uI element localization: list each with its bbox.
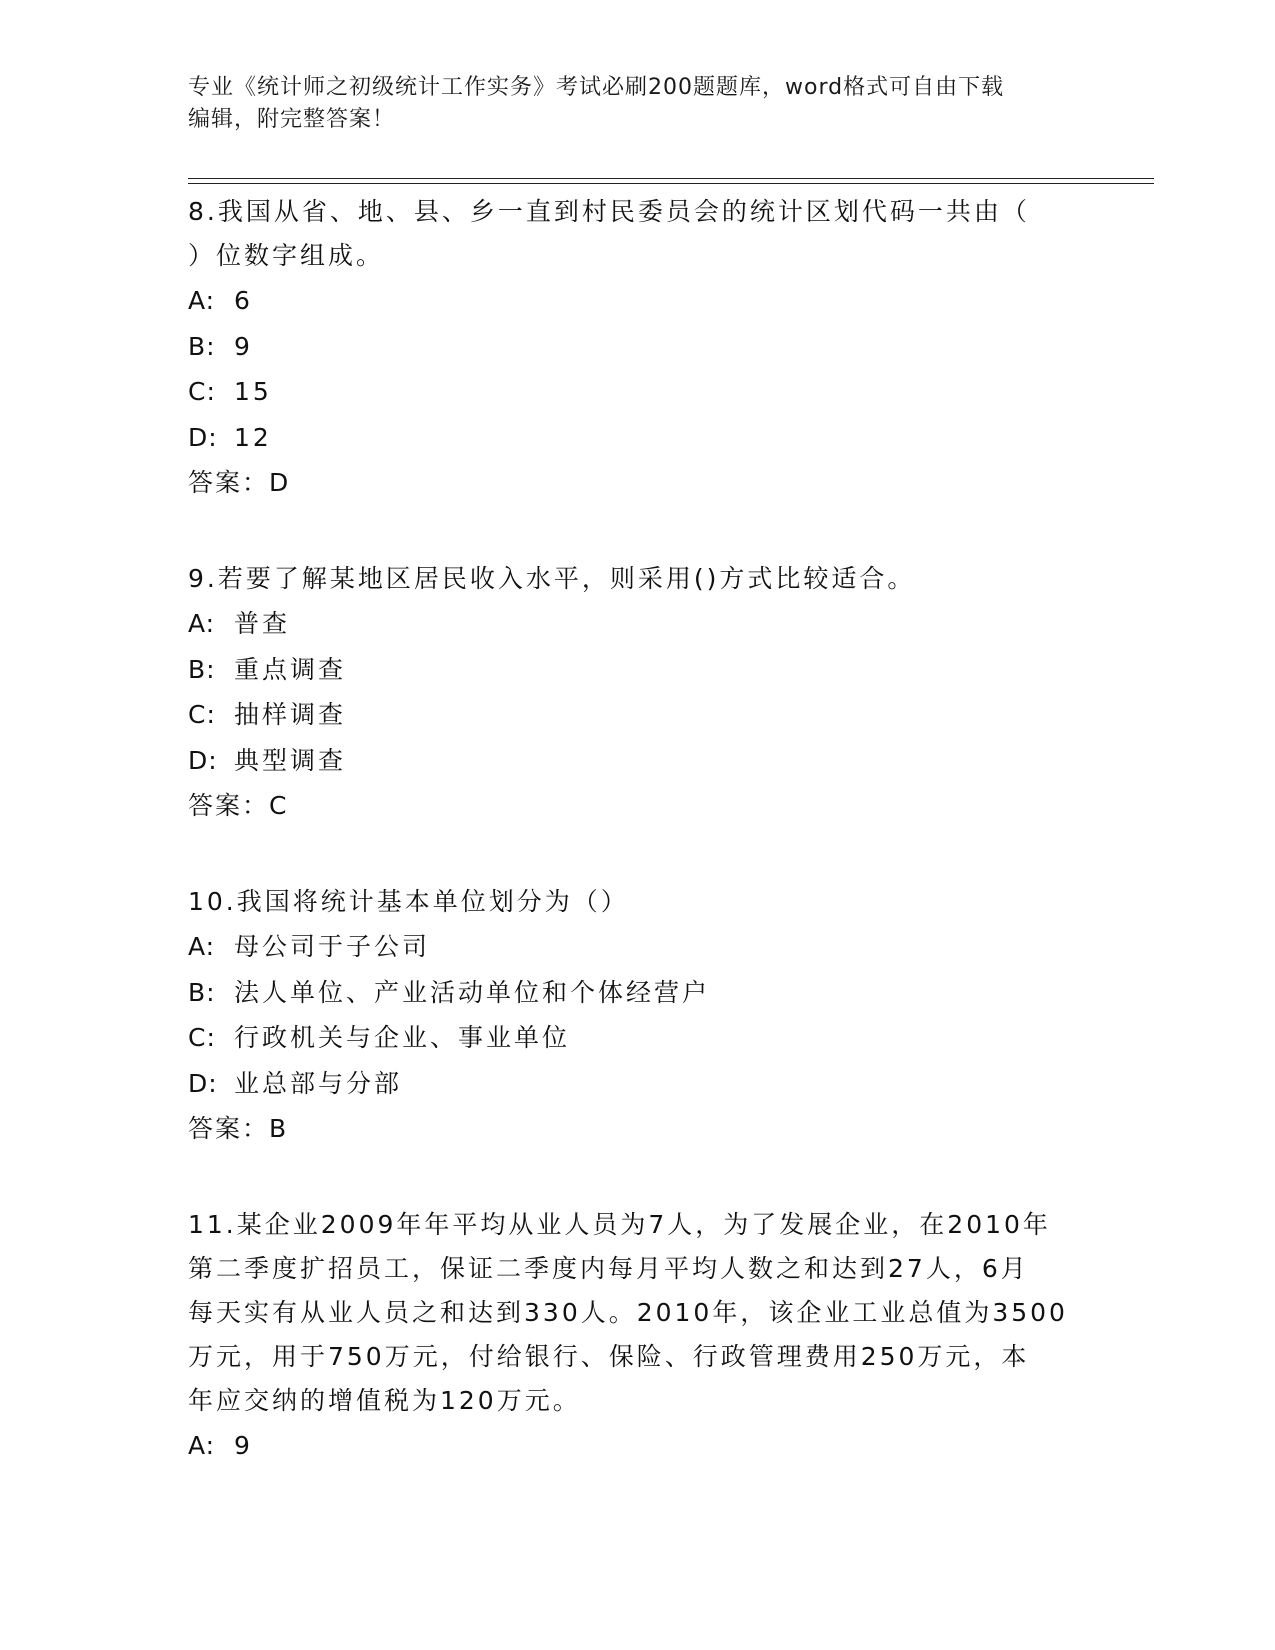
answer-line: 答案：C <box>188 791 289 820</box>
option-d <box>188 738 1088 784</box>
option-key: C: <box>188 700 216 729</box>
question-spacer <box>188 505 1088 557</box>
question-stem-line: 第二季度扩招员工，保证二季度内每月平均人数之和达到27人，6月 <box>188 1254 1029 1283</box>
option-text: 抽样调查 <box>234 700 347 729</box>
option-text: 业总部与分部 <box>234 1068 403 1098</box>
question-spacer <box>188 1151 1088 1203</box>
document-header <box>188 72 1068 136</box>
option-key: A: <box>188 932 216 961</box>
question-stem-line: 每天实有从业人员之和达到330人。2010年，该企业工业总值为3500 <box>188 1298 1068 1327</box>
option-b <box>188 970 1088 1016</box>
option-d <box>188 1061 1088 1107</box>
option-key: B: <box>188 977 216 1007</box>
option-text: 母公司于子公司 <box>234 932 431 961</box>
option-text: 普查 <box>234 609 291 638</box>
option-d <box>188 415 1088 461</box>
question-9 <box>188 557 1088 828</box>
header-line-2: 编辑，附完整答案！ <box>188 107 396 132</box>
question-11 <box>188 1203 1088 1469</box>
option-key: A: <box>188 286 216 315</box>
option-text: 重点调查 <box>234 654 347 684</box>
option-text: 9 <box>234 331 253 361</box>
option-b <box>188 324 1088 370</box>
answer-line: 答案：B <box>188 1114 289 1143</box>
question-stem-line: 11.某企业2009年年平均从业人员为7人，为了发展企业，在2010年 <box>188 1210 1051 1239</box>
option-a <box>188 601 1088 647</box>
option-c <box>188 1015 1088 1061</box>
option-key: C: <box>188 377 216 406</box>
question-stem-line: 8.我国从省、地、县、乡一直到村民委员会的统计区划代码一共由（ <box>188 197 1030 226</box>
option-key: B: <box>188 654 216 684</box>
header-line-1: 专业《统计师之初级统计工作实务》考试必刷200题题库，word格式可自由下载 <box>188 75 1005 100</box>
option-text: 行政机关与企业、事业单位 <box>234 1023 571 1052</box>
option-text: 9 <box>234 1431 253 1460</box>
option-key: A: <box>188 609 216 638</box>
question-stem-line: 年应交纳的增值税为120万元。 <box>188 1386 581 1415</box>
option-b <box>188 647 1088 693</box>
option-key: C: <box>188 1023 216 1052</box>
option-a <box>188 924 1088 970</box>
answer-line: 答案：D <box>188 468 291 497</box>
option-c <box>188 692 1088 738</box>
header-divider-bottom <box>188 183 1154 184</box>
option-key: D: <box>188 1068 218 1098</box>
option-text: 典型调查 <box>234 745 347 775</box>
question-list <box>188 190 1088 1469</box>
option-text: 15 <box>234 377 272 406</box>
question-stem-line: 万元，用于750万元，付给银行、保险、行政管理费用250万元，本 <box>188 1342 1030 1371</box>
option-key: D: <box>188 745 218 775</box>
question-10 <box>188 880 1088 1151</box>
option-key: A: <box>188 1431 216 1460</box>
option-a <box>188 1423 1088 1469</box>
question-spacer <box>188 828 1088 880</box>
option-key: B: <box>188 331 216 361</box>
header-divider-top <box>188 178 1154 179</box>
option-a <box>188 278 1088 324</box>
option-key: D: <box>188 422 218 452</box>
question-stem-line: 10.我国将统计基本单位划分为（） <box>188 887 629 916</box>
question-stem-line: ）位数字组成。 <box>188 241 385 270</box>
option-text: 12 <box>234 422 272 452</box>
question-8 <box>188 190 1088 505</box>
option-text: 6 <box>234 286 253 315</box>
option-c <box>188 369 1088 415</box>
question-stem-line: 9.若要了解某地区居民收入水平，则采用()方式比较适合。 <box>188 564 916 593</box>
option-text: 法人单位、产业活动单位和个体经营户 <box>234 977 711 1007</box>
